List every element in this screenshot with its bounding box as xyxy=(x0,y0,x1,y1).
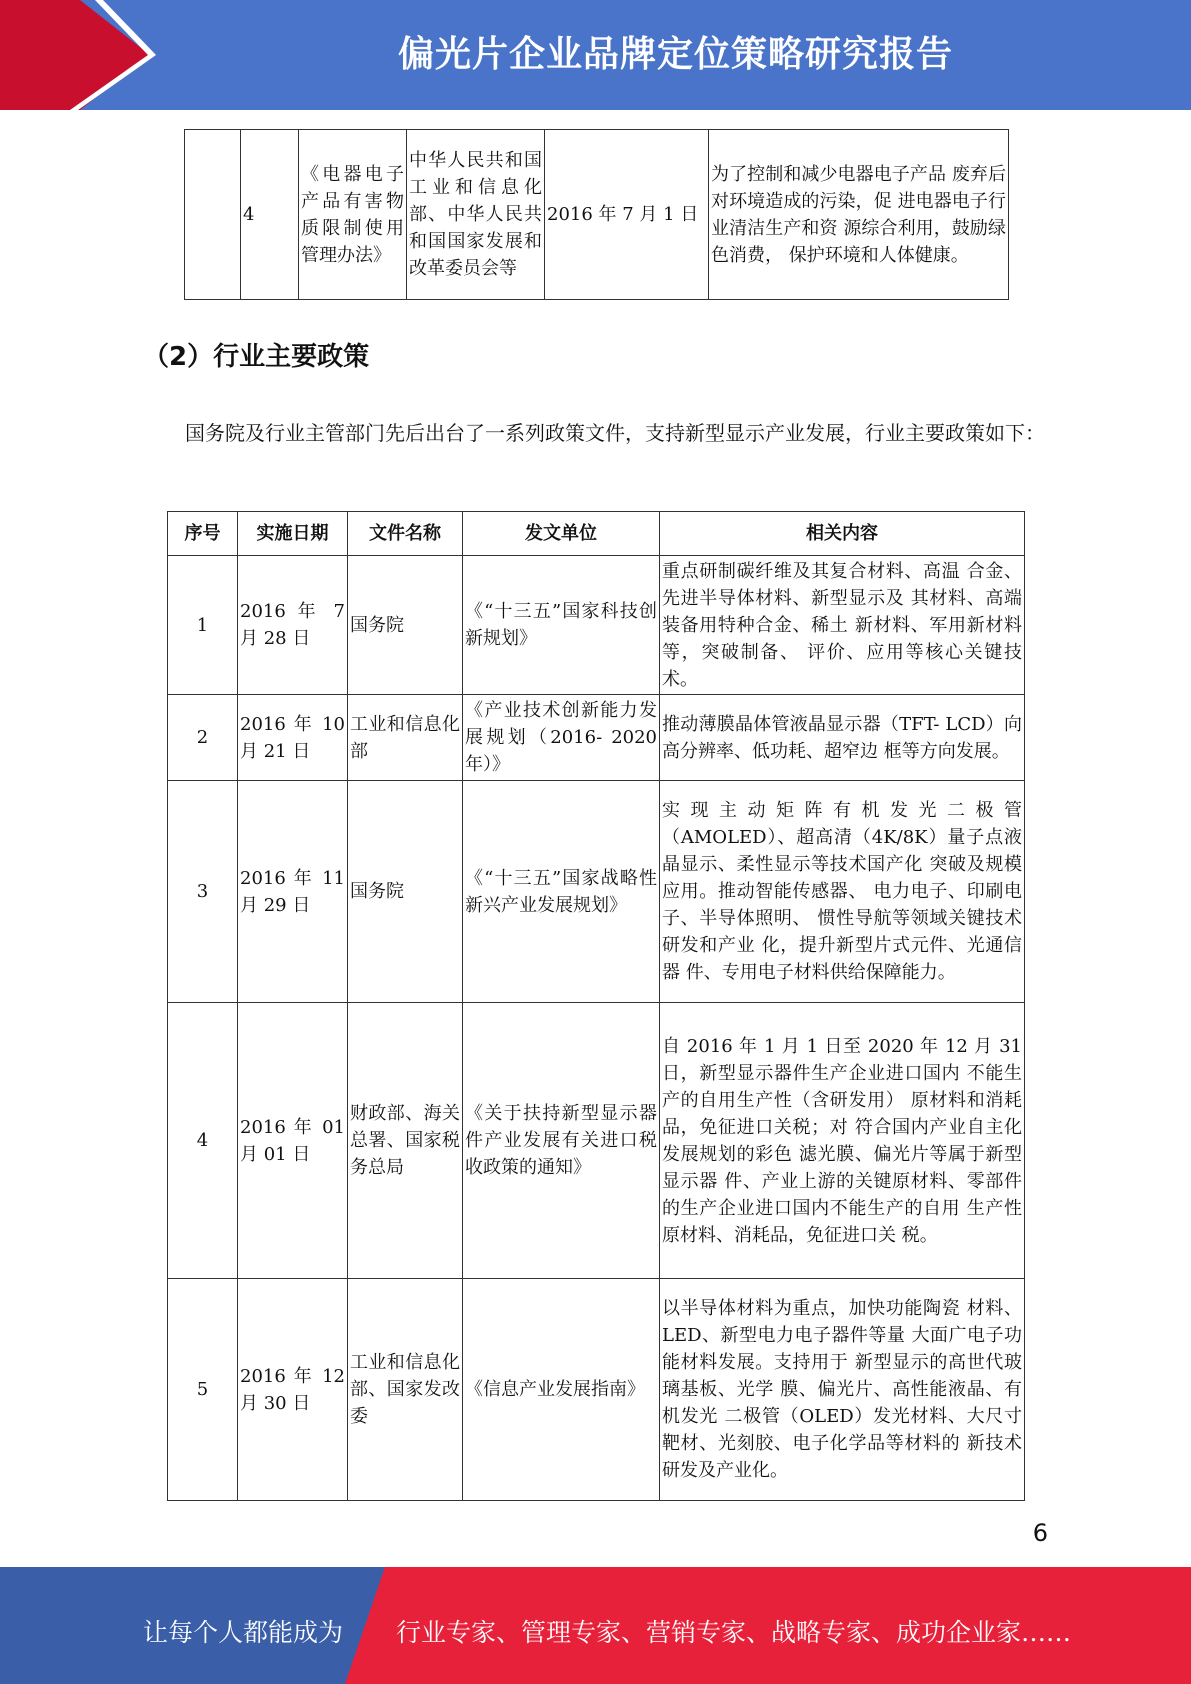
policy-content: 重点研制碳纤维及其复合材料、高温 合金、先进半导体材料、新型显示及 其材料、高端装备用特种合金、稀土 新材料、军用新材料等，突破制备、 评价、应用等核心关键技术。 xyxy=(660,556,1025,695)
policy-date: 2016 年 01 月 01 日 xyxy=(238,1003,348,1279)
policy-content: 推动薄膜晶体管液晶显示器（TFT- LCD）向高分辨率、低功耗、超窄边 框等方向发展。 xyxy=(660,695,1025,781)
footer-slogan-left: 让每个人都能成为 xyxy=(143,1618,344,1647)
col-header-issuer: 发文单位 xyxy=(463,512,660,556)
policy-col3: 国务院 xyxy=(348,556,463,695)
table-row xyxy=(168,1003,1025,1279)
table-row xyxy=(168,781,1025,1003)
col-header-no: 序号 xyxy=(168,512,238,556)
continued-policy-table xyxy=(184,129,1009,300)
empty-cell xyxy=(185,130,241,300)
policy-content: 自 2016 年 1 月 1 日至 2020 年 12 月 31 日，新型显示器件生产企业进口国内 不能生产的自用生产性（含研发用） 原材料和消耗品，免征进口关税；对 符合国内产业自主化发展规划的彩色 滤光膜、偏光片等属于新型显示器 件、产业上游的关键原材料、零部件 的生产企业进口国内不能生产的自用 生产性原材料、消耗品，免征进口关 税。 xyxy=(660,1003,1025,1279)
law-purpose: 为了控制和减少电器电子产品 废弃后对环境造成的污染，促 进电器电子行业清洁生产和资 源综合利用，鼓励绿色消费， 保护环境和人体健康。 xyxy=(709,130,1009,300)
row-number: 3 xyxy=(168,781,238,1003)
header-red-arrow xyxy=(0,0,150,110)
policy-col4: 《“十三五”国家科技创新规划》 xyxy=(463,556,660,695)
policy-date: 2016 年 7 月 28 日 xyxy=(238,556,348,695)
intro-paragraph: 国务院及行业主管部门先后出台了一系列政策文件，支持新型显示产业发展，行业主要政策如下： xyxy=(185,421,1045,445)
row-number: 5 xyxy=(168,1279,238,1501)
table-row xyxy=(168,695,1025,781)
page-number: 6 xyxy=(1032,1519,1048,1547)
row-number: 4 xyxy=(168,1003,238,1279)
policy-col4: 《关于扶持新型显示器件产业发展有关进口税收政策的通知》 xyxy=(463,1003,660,1279)
col-header-content: 相关内容 xyxy=(660,512,1025,556)
policy-col3: 财政部、海关总署、国家税务总局 xyxy=(348,1003,463,1279)
page-footer xyxy=(0,1567,1191,1684)
law-name: 《电器电子产品有害物质限制使用管理办法》 xyxy=(299,130,407,300)
policy-col3: 工业和信息化部 xyxy=(348,695,463,781)
policy-date: 2016 年 11 月 29 日 xyxy=(238,781,348,1003)
row-number: 1 xyxy=(168,556,238,695)
policy-col4: 《“十三五”国家战略性新兴产业发展规划》 xyxy=(463,781,660,1003)
page-header xyxy=(0,0,1191,110)
policy-col3: 工业和信息化部、国家发改委 xyxy=(348,1279,463,1501)
table-row xyxy=(168,1279,1025,1501)
policy-content: 以半导体材料为重点，加快功能陶瓷 材料、LED、新型电力电子器件等量 大面广电子功能材料发展。支持用于 新型显示的高世代玻璃基板、光学 膜、偏光片、高性能液晶、有机发光 二极管（OLED）发光材料、大尺寸 靶材、光刻胶、电子化学品等材料的 新技术研发及产业化。 xyxy=(660,1279,1025,1501)
report-title: 偏光片企业品牌定位策略研究报告 xyxy=(397,34,953,75)
col-header-date: 实施日期 xyxy=(238,512,348,556)
policy-col3: 国务院 xyxy=(348,781,463,1003)
table-row xyxy=(185,130,1009,300)
policy-col4: 《产业技术创新能力发展规划（2016- 2020 年）》 xyxy=(463,695,660,781)
table-header-row xyxy=(168,512,1025,556)
issuing-authority: 中华人民共和国工业和信息化部、中华人民共和国国家发展和改革委员会等 xyxy=(407,130,545,300)
col-header-name: 文件名称 xyxy=(348,512,463,556)
policy-content: 实现主动矩阵有机发光二极管（AMOLED）、超高清（4K/8K）量子点液晶显示、柔性显示等技术国产化 突破及规模应用。推动智能传感器、 电力电子、印刷电子、半导体照明、 惯性导航等领域关键技术研发和产业 化，提升新型片式元件、光通信器 件、专用电子材料供给保障能力。 xyxy=(660,781,1025,1003)
policy-table xyxy=(167,511,1025,1501)
policy-col4: 《信息产业发展指南》 xyxy=(463,1279,660,1501)
row-number: 2 xyxy=(168,695,238,781)
policy-date: 2016 年 12 月 30 日 xyxy=(238,1279,348,1501)
section-heading: （2）行业主要政策 xyxy=(143,342,370,372)
footer-slogan-right: 行业专家、管理专家、营销专家、战略专家、成功企业家…… xyxy=(396,1618,1072,1647)
row-number: 4 xyxy=(241,130,299,300)
table-row xyxy=(168,556,1025,695)
effective-date: 2016 年 7 月 1 日 xyxy=(545,130,709,300)
policy-date: 2016 年 10 月 21 日 xyxy=(238,695,348,781)
